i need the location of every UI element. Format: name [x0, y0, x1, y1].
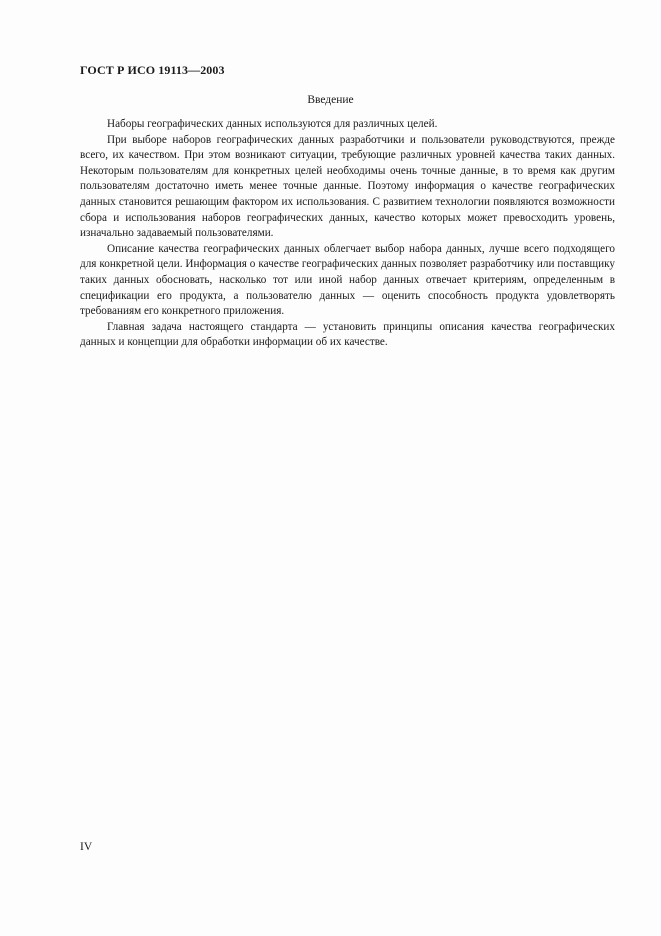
paragraph: Наборы географических данных используются для различных целей.: [107, 118, 438, 130]
paragraph: Описание качества географических данных облегчает выбор набора данных, лучше всего подходящего для конкретной цели. Информация о качестве географических данных позволяет разработчику или поставщику таких данных обосновать, насколько тот или иной набор данных отвечает критериям, определенным в спецификации его продукта, а пользователю данных — оценить способность продукта удовлетворять требованиям его конкретного приложения.: [80, 242, 615, 318]
paragraph: Главная задача настоящего стандарта — установить принципы описания качества географических данных и концепции для обработки информации об их качестве.: [80, 320, 615, 349]
page-number: IV: [80, 841, 93, 853]
section-title: Введение: [307, 94, 354, 106]
document-code: ГОСТ Р ИСО 19113—2003: [80, 63, 225, 77]
paragraph: При выборе наборов географических данных разработчики и пользователи руководствуются, прежде всего, их качеством. При этом возникают ситуации, требующие различных уровней качества таких данных. Некоторым пользователям для конкретных целей необходимы очень точные данные, в то время как другим пользователям достаточно иметь менее точные данные. Поэтому информация о качестве географических данных становится решающим фактором их использования. С развитием технологии появляются возможности сбора и использования наборов географических данных, качество которых может превосходить уровень, изначально задаваемый пользователями.: [80, 133, 615, 240]
body-text: [80, 117, 615, 351]
